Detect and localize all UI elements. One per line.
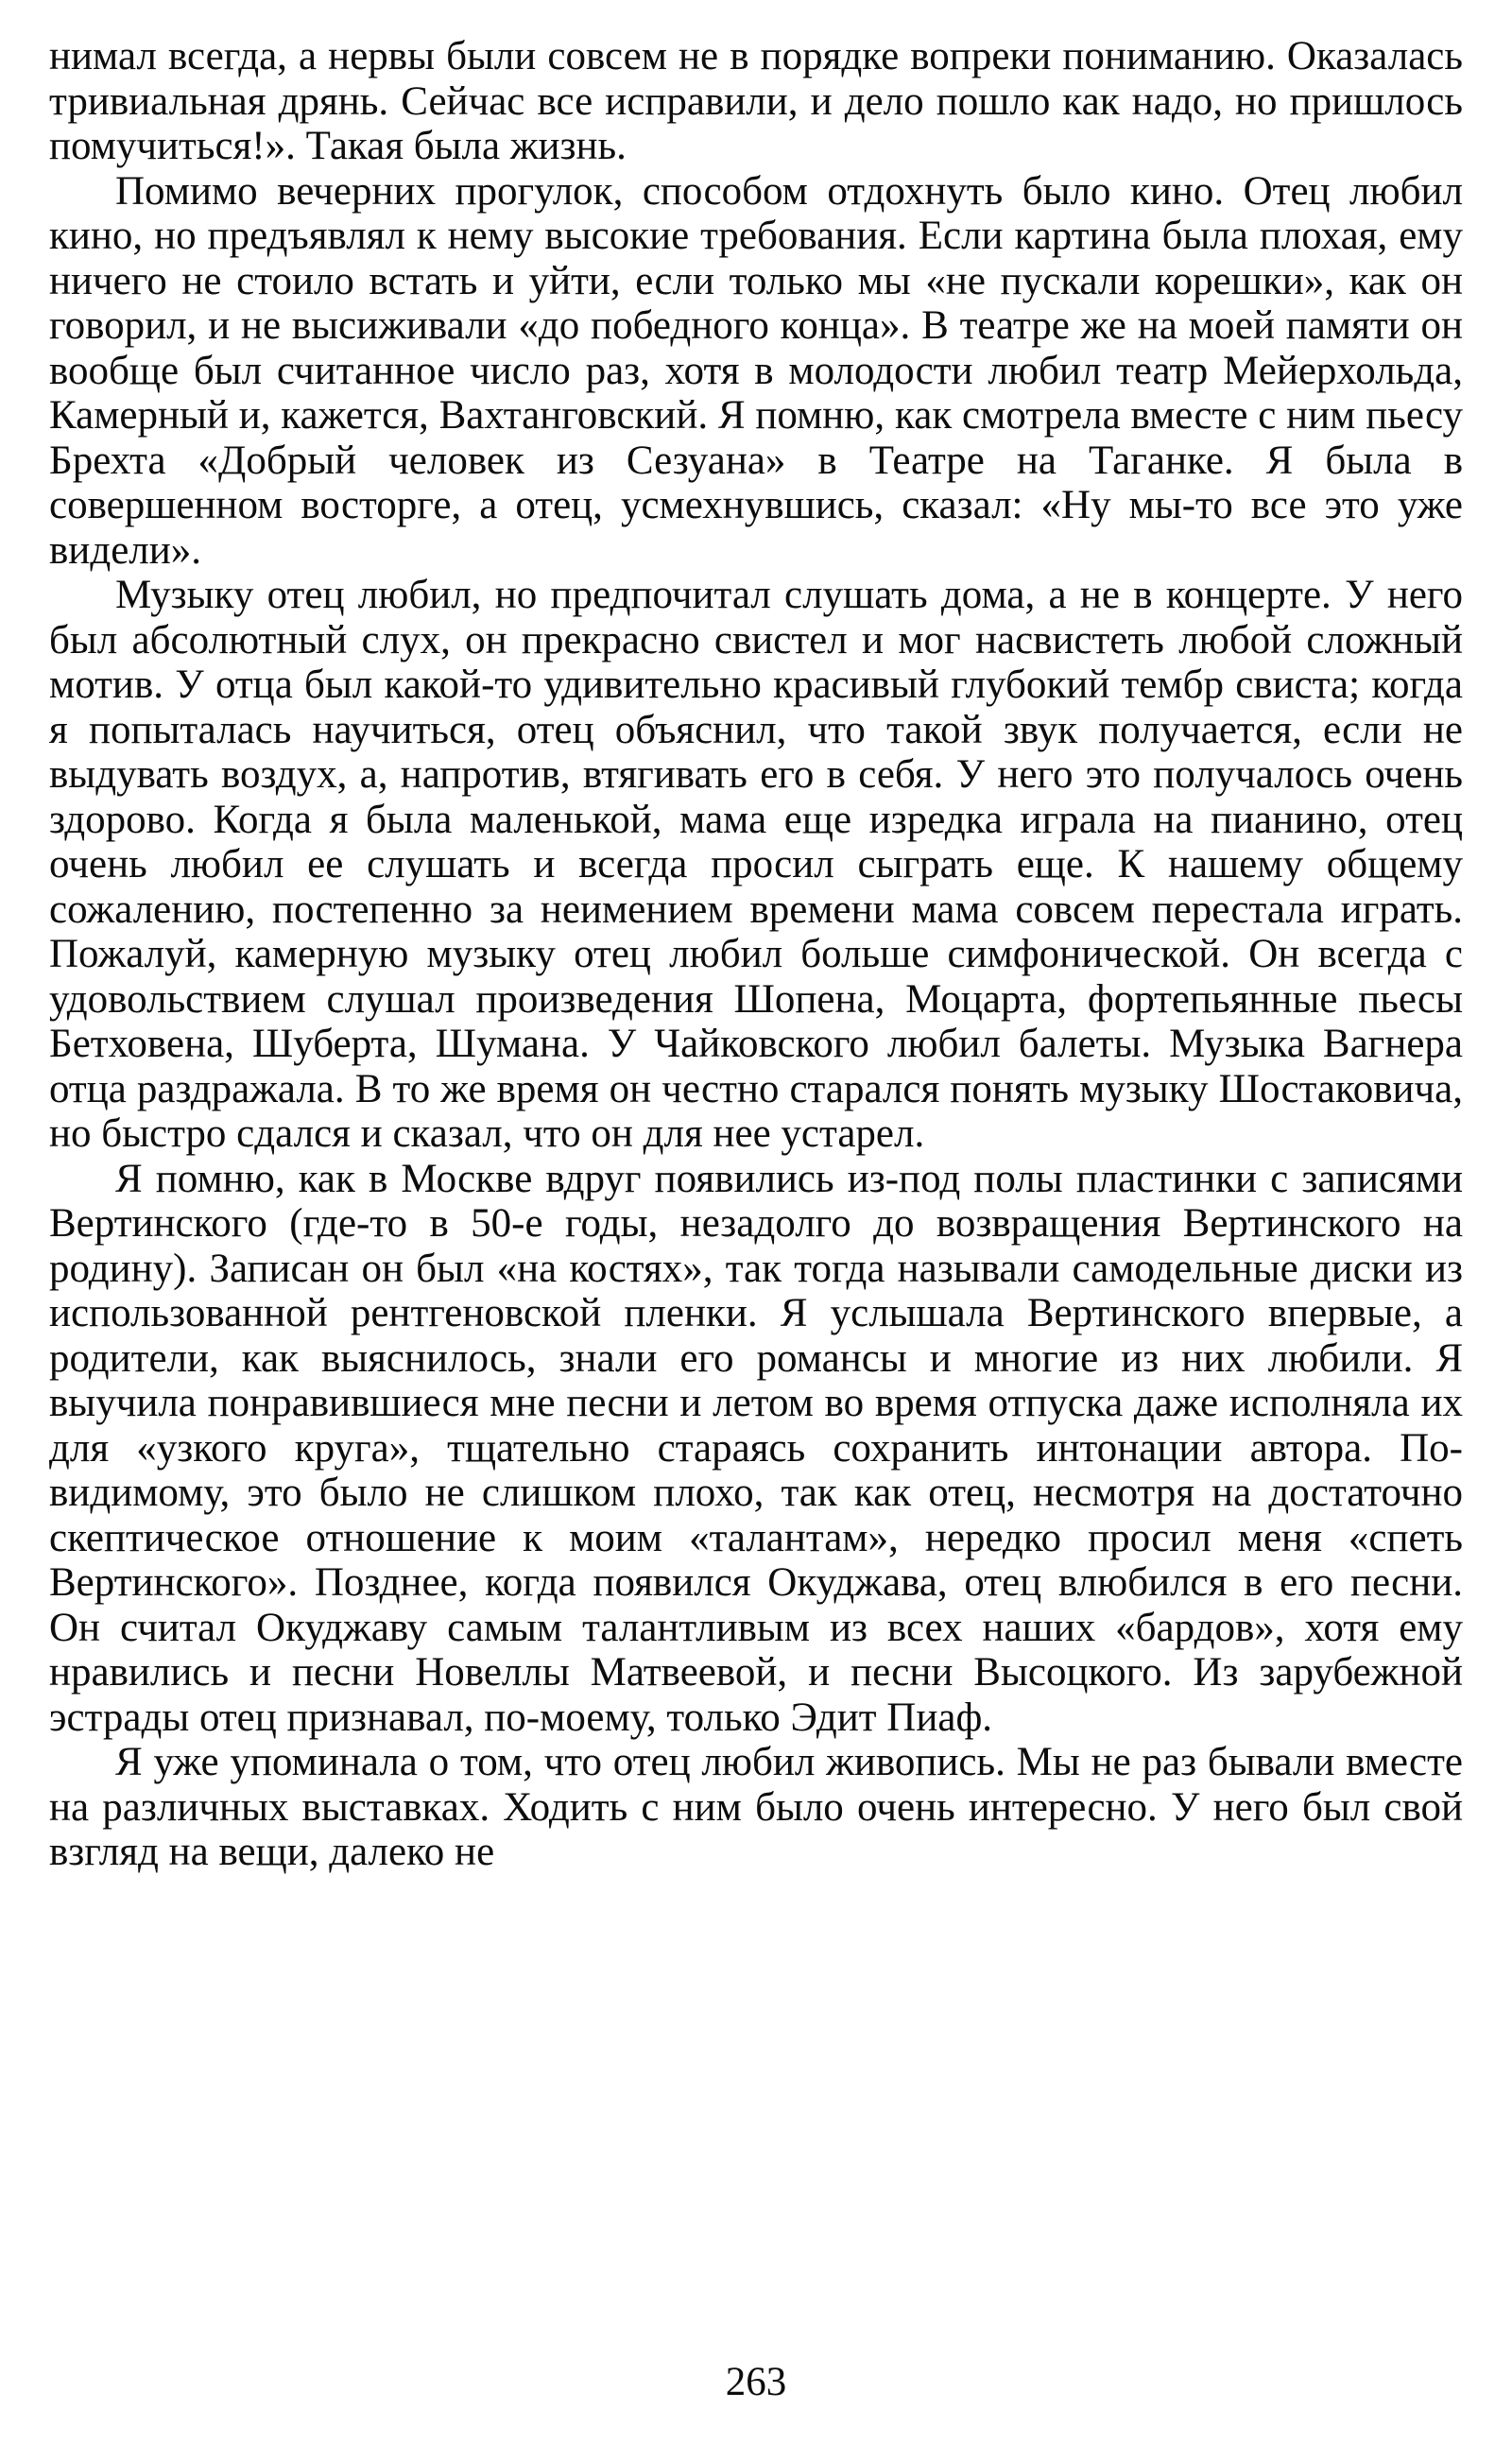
paragraph-3: Музыку отец любил, но предпочитал слушать дома, а не в концерте. У него был абсолютный слух, он прекрасно свистел и мог насвистеть любой сложный мотив. У отца был какой-то удивительно красивый глубокий тембр свиста; когда я попыталась научиться, отец объяснил, что такой звук получается, если не выдувать воздух, а, напротив, втягивать его в себя. У него это получалось очень здорово. Когда я была маленькой, мама еще изредка играла на пианино, отец очень любил ее слушать и всегда просил сыграть еще. К нашему общему сожалению, постепенно за неимением времени мама совсем перестала играть. Пожалуй, камерную музыку отец любил больше симфонической. Он всегда с удовольствием слушал произведения Шопена, Моцарта, фортепьянные пьесы Бетховена, Шуберта, Шумана. У Чайковского любил балеты. Музыка Вагнера отца раздражала. В то же время он честно старался понять музыку Шостаковича, но быстро сдался и сказал, что он для нее устарел. [49, 573, 1463, 1156]
paragraph-5: Я уже упоминала о том, что отец любил живопись. Мы не раз бывали вместе на различных выставках. Ходить с ним было очень интересно. У него был свой взгляд на вещи, далеко не [49, 1740, 1463, 1874]
page-body [49, 34, 1463, 1875]
paragraph-1: нимал всегда, а нервы были совсем не в порядке вопреки пониманию. Оказалась тривиальная дрянь. Сейчас все исправили, и дело пошло как надо, но пришлось помучиться!». Такая была жизнь. [49, 34, 1463, 168]
paragraph-2: Помимо вечерних прогулок, способом отдохнуть было кино. Отец любил кино, но предъявлял к нему высокие требования. Если картина была плохая, ему ничего не стоило встать и уйти, если только мы «не пускали корешки», как он говорил, и не высиживали «до победного конца». В театре же на моей памяти он вообще был считанное число раз, хотя в молодости любил театр Мейерхольда, Камерный и, кажется, Вахтанговский. Я помню, как смотрела вместе с ним пьесу Брехта «Добрый человек из Сезуана» в Театре на Таганке. Я была в совершенном восторге, а отец, усмехнувшись, сказал: «Ну мы-то все это уже видели». [49, 168, 1463, 573]
page-number: 263 [725, 2360, 787, 2404]
paragraph-4: Я помню, как в Москве вдруг появились из-под полы пластинки с записями Вертинского (где-то в 50-е годы, незадолго до возвращения Вертинского на родину). Записан он был «на костях», так тогда называли самодельные диски из использованной рентгеновской пленки. Я услышала Вертинского впервые, а родители, как выяснилось, знали его романсы и многие из них любили. Я выучила понравившиеся мне песни и летом во время отпуска даже исполняла их для «узкого круга», тщательно стараясь сохранить интонации автора. По-видимому, это было не слишком плохо, так как отец, несмотря на достаточно скептическое отношение к моим «талантам», нередко просил меня «спеть Вертинского». Позднее, когда появился Окуджава, отец влюбился в его песни. Он считал Окуджаву самым талантливым из всех наших «бардов», хотя ему нравились и песни Новеллы Матвеевой, и песни Высоцкого. Из зарубежной эстрады отец признавал, по-моему, только Эдит Пиаф. [49, 1156, 1463, 1740]
